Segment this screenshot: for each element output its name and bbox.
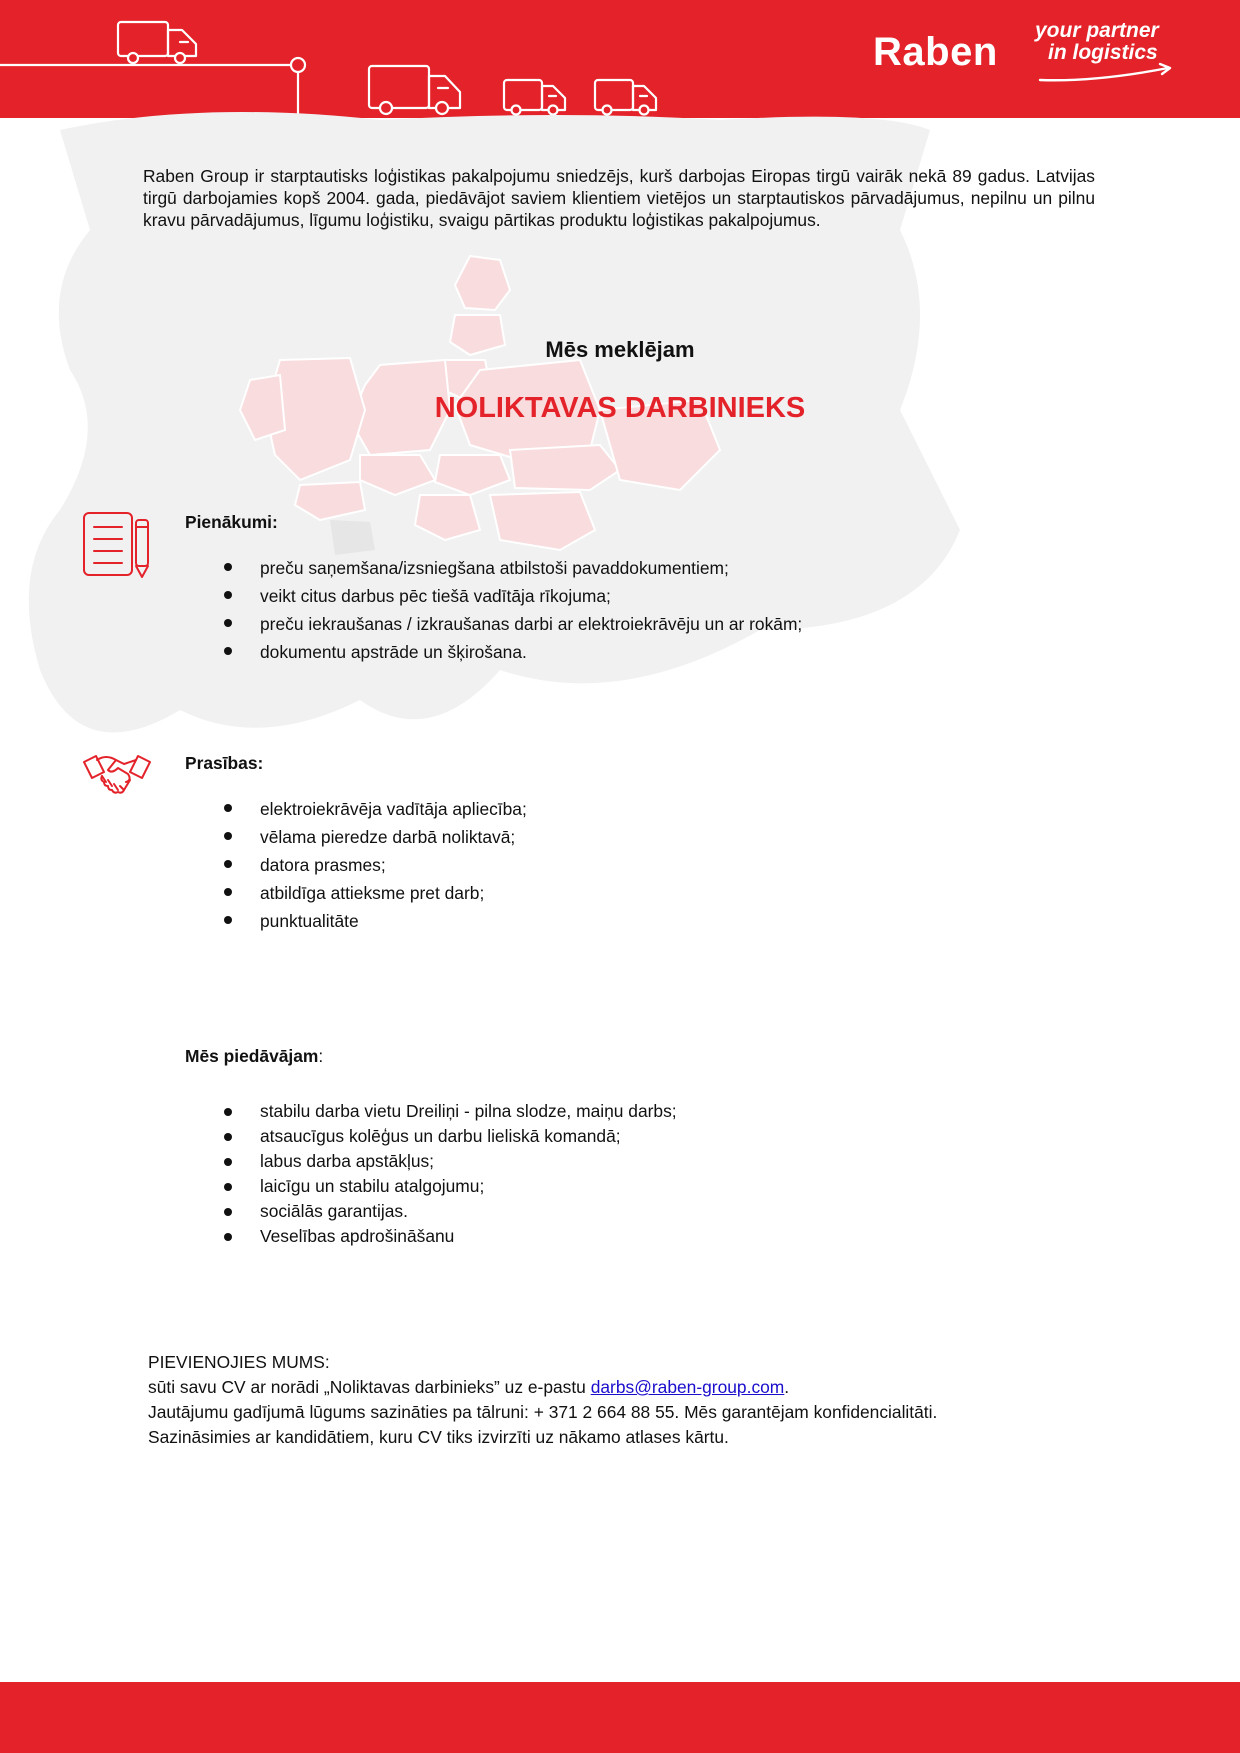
list-item: dokumentu apstrāde un šķirošana. — [222, 638, 802, 666]
offers-heading-text: Mēs piedāvājam — [185, 1046, 319, 1066]
apply-section — [148, 1350, 937, 1450]
seeking-label: Mēs meklējam — [545, 337, 695, 362]
phone-contact: Jautājumu gadījumā lūgums sazināties pa tālruni: + 371 2 664 88 55. Mēs garantējam konfidencialitāti. — [148, 1402, 938, 1422]
offers-list — [222, 1099, 677, 1249]
handshake-icon — [82, 750, 152, 800]
footer-bar — [0, 1682, 1240, 1753]
list-item: veikt citus darbus pēc tiešā vadītāja rīkojuma; — [222, 582, 802, 610]
apply-instruction-end: . — [784, 1377, 790, 1397]
delivery-truck-icon — [369, 66, 460, 114]
list-item: atsaucīgus kolēģus un darbu lieliskā komandā; — [222, 1124, 677, 1149]
raben-logo: Raben — [873, 30, 998, 74]
swoosh-arrow-icon — [1036, 60, 1176, 86]
duties-list — [222, 554, 802, 666]
tagline-line-1: your partner — [1035, 19, 1159, 42]
document-pencil-icon — [82, 510, 152, 580]
position-title: NOLIKTAVAS DARBINIEKS — [434, 392, 806, 424]
apply-instruction-text: sūti savu CV ar norādi „Noliktavas darbinieks” uz e-pastu — [148, 1377, 591, 1397]
truck-line-illustration — [0, 0, 720, 118]
list-item: stabilu darba vietu Dreiliņi - pilna slodze, maiņu darbs; — [222, 1099, 677, 1124]
list-item: labus darba apstākļus; — [222, 1149, 677, 1174]
offers-heading — [185, 1046, 323, 1067]
apply-title: PIEVIENOJIES MUMS: — [148, 1352, 330, 1372]
list-item: atbildīga attieksme pret darb; — [222, 879, 527, 907]
duties-heading: Pienākumi: — [185, 512, 278, 532]
brand-tagline — [1035, 20, 1159, 64]
tagline-line-2: in logistics — [1048, 41, 1158, 64]
email-link[interactable]: darbs@raben-group.com — [590, 1377, 785, 1397]
list-item: preču saņemšana/izsniegšana atbilstoši pavaddokumentiem; — [222, 554, 802, 582]
requirements-list — [222, 795, 527, 935]
list-item: punktualitāte — [222, 907, 527, 935]
list-item: datora prasmes; — [222, 851, 527, 879]
delivery-truck-icon — [118, 22, 196, 63]
header-banner — [0, 0, 1240, 118]
list-item: elektroiekrāvēja vadītāja apliecība; — [222, 795, 527, 823]
list-item: sociālās garantijas. — [222, 1199, 677, 1224]
list-item: laicīgu un stabilu atalgojumu; — [222, 1174, 677, 1199]
list-item: Veselības apdrošināšanu — [222, 1224, 677, 1249]
list-item: preču iekraušanas / izkraušanas darbi ar elektroiekrāvēju un ar rokām; — [222, 610, 802, 638]
closing-note: Sazināsimies ar kandidātiem, kuru CV tiks izvirzīti uz nākamo atlases kārtu. — [148, 1427, 729, 1447]
requirements-heading: Prasības: — [185, 753, 264, 773]
offers-heading-colon: : — [318, 1046, 324, 1066]
apply-instruction — [148, 1375, 937, 1400]
company-intro: Raben Group ir starptautisks loģistikas pakalpojumu sniedzējs, kurš darbojas Eiropas tirgū vairāk nekā 89 gadus. Latvijas tirgū darbojamies kopš 2004. gada, piedāvājot saviem klientiem vietējos un starptautiskos pārvadājumus, nepilnu un pilnu kravu pārvadājumus, līgumu loģistiku, svaigu pārtikas produktu loģistikas pakalpojumus. — [143, 166, 1095, 230]
list-item: vēlama pieredze darbā noliktavā; — [222, 823, 527, 851]
